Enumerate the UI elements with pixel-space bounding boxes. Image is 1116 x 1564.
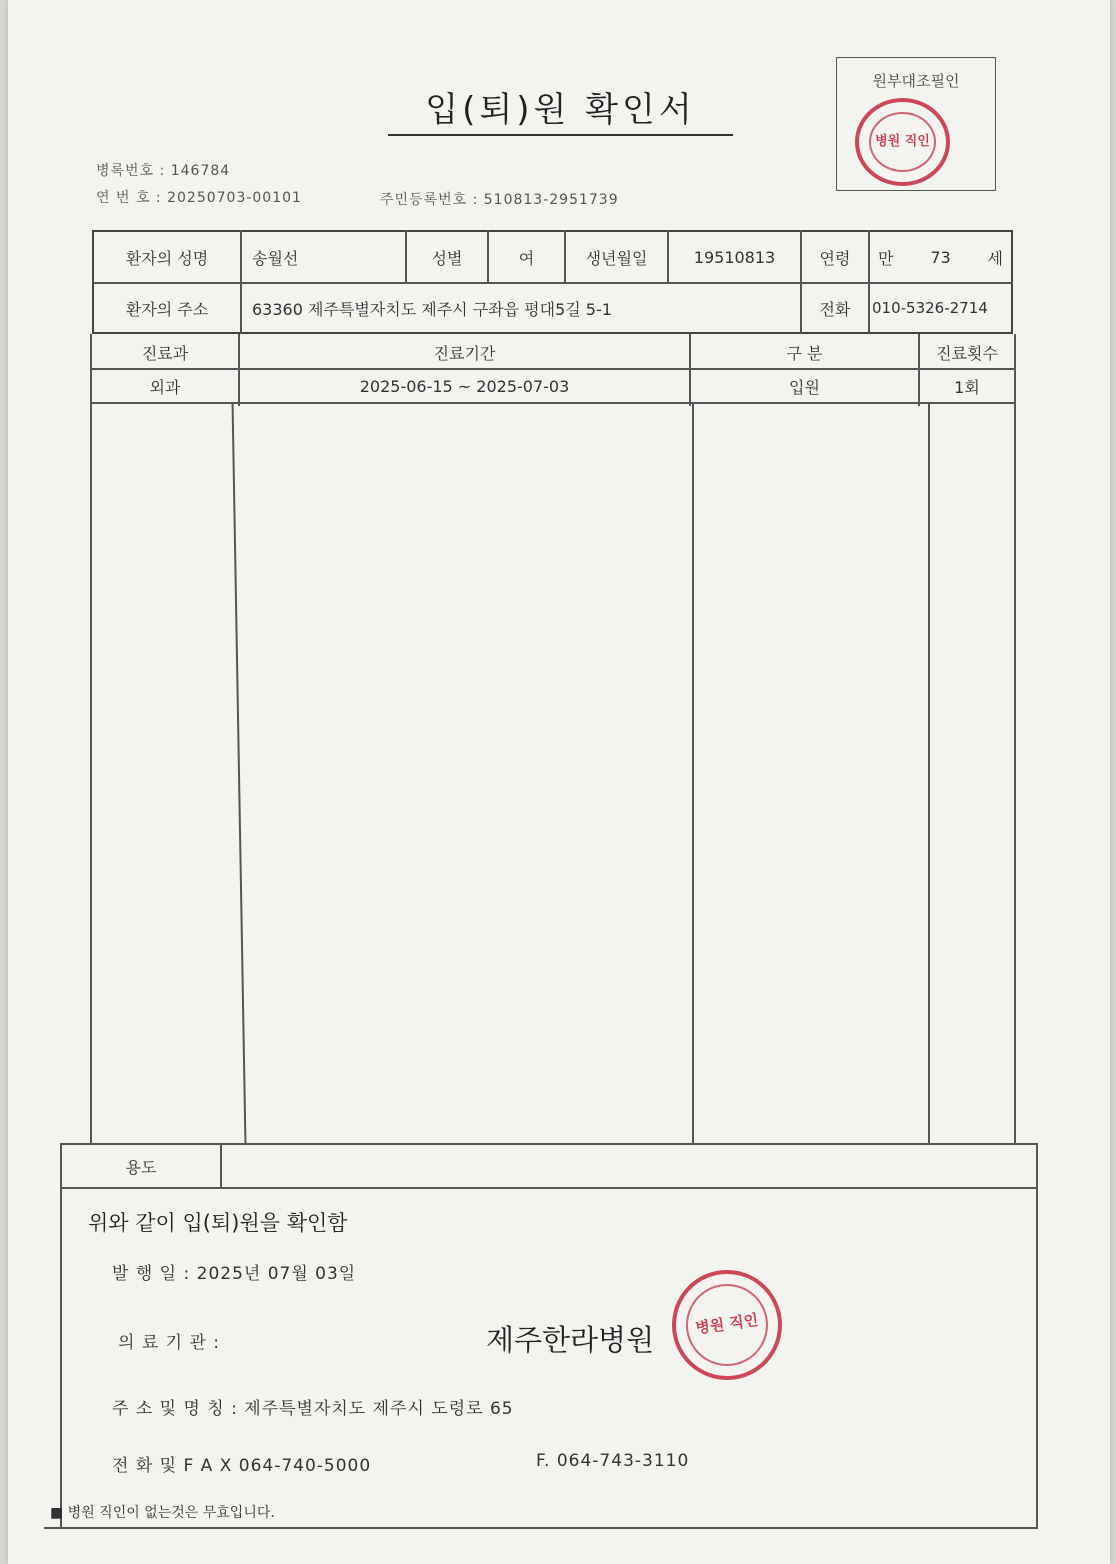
- issue-date-label: 발 행 일 :: [112, 1264, 191, 1284]
- cell-visit-count: 1회: [954, 377, 980, 397]
- cell-period: 2025-06-15 ~ 2025-07-03: [359, 376, 570, 396]
- record-number: 146784: [170, 163, 231, 179]
- header-visit-count: 진료횟수: [936, 343, 998, 363]
- address-label: 환자의 주소: [125, 299, 209, 319]
- hospital-address-row: [112, 1394, 514, 1419]
- purpose-label: 용도: [125, 1157, 157, 1177]
- patient-birth: 19510813: [693, 247, 776, 267]
- document-title: 입(퇴)원 확인서: [425, 90, 696, 130]
- confirmation-text: 위와 같이 입(퇴)원을 확인함: [88, 1211, 348, 1235]
- resident-number: 510813-2951739: [483, 192, 619, 208]
- header-category: 구 분: [786, 343, 823, 363]
- patient-phone: 010-5326-2714: [872, 299, 988, 317]
- patient-address: 63360 제주특별자치도 제주시 구좌읍 평대5길 5-1: [252, 299, 612, 319]
- patient-age: [870, 232, 1011, 282]
- age-suffix: 세: [987, 248, 1003, 268]
- age-prefix: 만: [878, 248, 894, 268]
- verification-stamp-box: [836, 57, 996, 191]
- issue-date: 2025년 07월 03일: [196, 1264, 357, 1284]
- stamp-box-label: 원부대조필인: [872, 72, 960, 90]
- hospital-fax: F. 064-743-3110: [536, 1451, 690, 1471]
- hospital-seal-icon: [665, 1263, 789, 1387]
- sex-label: 성별: [431, 248, 463, 268]
- birth-label: 생년월일: [585, 248, 648, 268]
- patient-sex: 여: [518, 248, 535, 268]
- cell-category: 입원: [789, 377, 820, 397]
- hospital-phone: 064-740-5000: [238, 1456, 372, 1476]
- resident-number-row: [380, 189, 619, 209]
- seal-text: 병원 직인: [875, 134, 930, 150]
- name-label: 환자의 성명: [125, 248, 209, 268]
- footnote: ■ 병원 직인이 없는것은 무효입니다.: [50, 1505, 275, 1521]
- hospital-seal-icon: [855, 98, 950, 186]
- header-period: 진료기간: [433, 343, 496, 363]
- institution-label: 의 료 기 관 :: [118, 1333, 221, 1353]
- record-number-row: [96, 160, 230, 180]
- hospital-address-label: 주 소 및 명 칭 :: [112, 1399, 238, 1419]
- resident-number-label: 주민등록번호 :: [380, 192, 479, 208]
- issue-date-row: [112, 1259, 356, 1284]
- phone-fax-label: 전 화 및 F A X: [112, 1456, 233, 1476]
- record-number-label: 병록번호 :: [96, 163, 166, 179]
- title-underline: [388, 134, 733, 136]
- serial-number-row: [96, 187, 302, 207]
- phone-label: 전화: [819, 299, 851, 319]
- serial-number: 20250703-00101: [167, 190, 302, 206]
- hospital-address: 제주특별자치도 제주시 도령로 65: [244, 1399, 514, 1419]
- age-label: 연령: [819, 248, 851, 268]
- patient-name: 송월선: [252, 248, 299, 268]
- seal-text: 병원 직인: [694, 1310, 760, 1338]
- age-value: 73: [930, 247, 951, 267]
- serial-number-label: 연 번 호 :: [96, 190, 162, 206]
- document-page: [8, 0, 1110, 1564]
- header-department: 진료과: [141, 343, 189, 363]
- hospital-phone-row: [112, 1451, 371, 1476]
- cell-department: 외과: [149, 377, 181, 397]
- institution-name: 제주한라병원: [486, 1323, 655, 1357]
